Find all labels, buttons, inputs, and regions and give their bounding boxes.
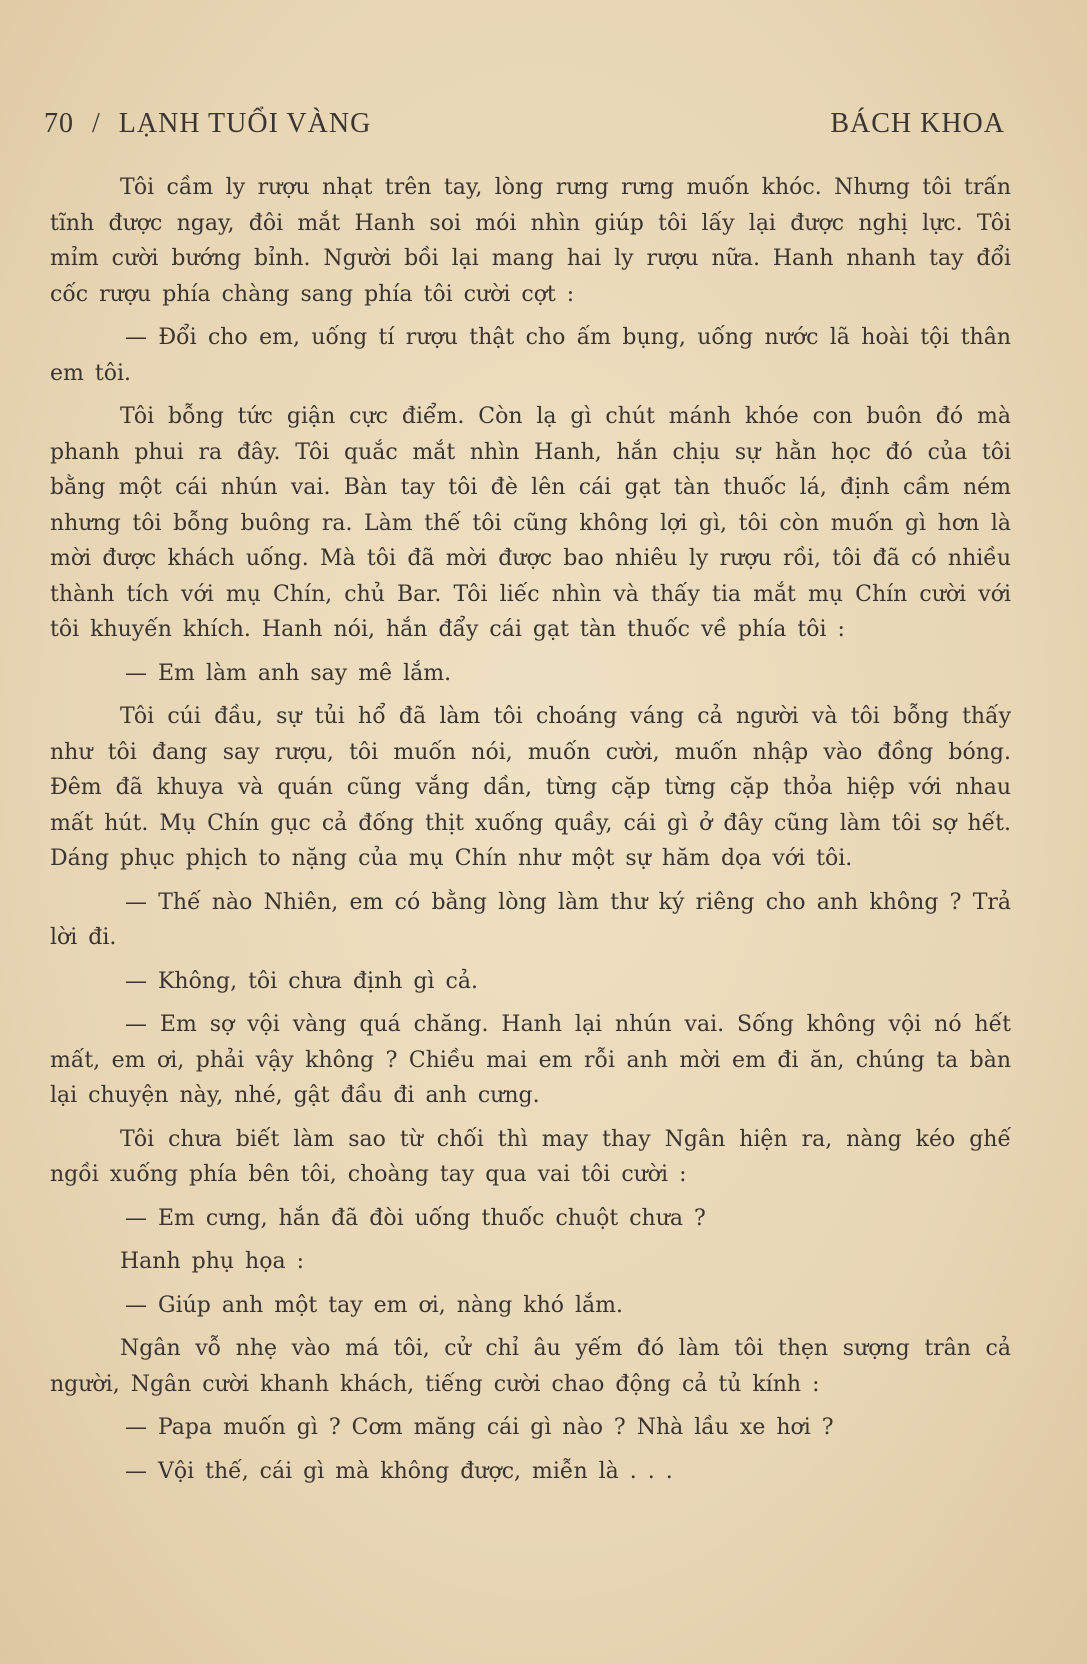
header-left xyxy=(44,108,381,140)
story-title: LẠNH TUỔI VÀNG xyxy=(118,108,372,139)
paragraph: Tôi cầm ly rượu nhạt trên tay, lòng rưng rưng muốn khóc. Nhưng tôi trấn tĩnh được ngay, đôi mắt Hanh soi mói nhìn giúp tôi lấy lại được nghị lực. Tôi mỉm cười bướng bỉnh. Người bồi lại mang hai ly rượu nữa. Hanh nhanh tay đổi cốc rượu phía chàng sang phía tôi cười cợt : xyxy=(50,175,1011,307)
paragraph: Hanh phụ họa : xyxy=(120,1249,304,1274)
dialogue-line: — Thế nào Nhiên, em có bằng lòng làm thư ký riêng cho anh không ? Trả lời đi. xyxy=(50,889,1011,950)
dialogue-line: — Không, tôi chưa định gì cả. xyxy=(125,968,478,994)
body-text xyxy=(50,170,1011,1497)
dialogue-line: — Vội thế, cái gì mà không được, miễn là . . . xyxy=(125,1458,673,1484)
dialogue-line: — Papa muốn gì ? Cơm măng cái gì nào ? Nhà lầu xe hơi ? xyxy=(125,1415,834,1440)
dialogue-line: — Em làm anh say mê lắm. xyxy=(125,660,452,686)
paragraph: Tôi cúi đầu, sự tủi hổ đã làm tôi choáng váng cả người và tôi bỗng thấy như tôi đang say rượu, tôi muốn nói, muốn cười, muốn nhập vào đồng bóng. Đêm đã khuya và quán cũng vắng dần, từng cặp từng cặp thỏa hiệp với nhau mất hút. Mụ Chín gục cả đống thịt xuống quầy, cái gì ở đây cũng làm tôi sợ hết. Dáng phục phịch to nặng của mụ Chín như một sự hăm dọa với tôi. xyxy=(50,704,1011,871)
dialogue-line: — Giúp anh một tay em ơi, nàng khó lắm. xyxy=(125,1292,624,1318)
running-header xyxy=(44,104,1005,144)
dialogue-line: — Em sợ vội vàng quá chăng. Hanh lại nhún vai. Sống không vội nó hết mất, em ơi, phải vậy không ? Chiều mai em rỗi anh mời em đi ăn, chúng ta bàn lại chuyện này, nhé, gật đầu đi anh cưng. xyxy=(50,1012,1011,1108)
paragraph: Tôi chưa biết làm sao từ chối thì may thay Ngân hiện ra, nàng kéo ghế ngồi xuống phía bên tôi, choàng tay qua vai tôi cười : xyxy=(50,1126,1011,1187)
page-number: 70 xyxy=(44,108,74,139)
publication-name: BÁCH KHOA xyxy=(830,108,1005,139)
dialogue-line: — Đổi cho em, uống tí rượu thật cho ấm bụng, uống nước lã hoài tội thân em tôi. xyxy=(50,325,1011,386)
header-separator: / xyxy=(92,108,101,139)
dialogue-line: — Em cưng, hắn đã đòi uống thuốc chuột chưa ? xyxy=(125,1205,706,1231)
paragraph: Tôi bỗng tức giận cực điểm. Còn lạ gì chút mánh khóe con buôn đó mà phanh phui ra đây. Tôi quắc mắt nhìn Hanh, hắn chịu sự hằn học đó của tôi bằng một cái nhún vai. Bàn tay tôi đè lên cái gạt tàn thuốc lá, định cầm ném nhưng tôi bỗng buông ra. Làm thế tôi cũng không lợi gì, tôi còn muốn gì hơn là mời được khách uống. Mà tôi đã mời được bao nhiêu ly rượu rồi, tôi đã có nhiều thành tích với mụ Chín, chủ Bar. Tôi liếc nhìn và thấy tia mắt mụ Chín cười với tôi khuyến khích. Hanh nói, hắn đẩy cái gạt tàn thuốc về phía tôi : xyxy=(50,404,1011,642)
paragraph: Ngân vỗ nhẹ vào má tôi, cử chỉ âu yếm đó làm tôi thẹn sượng trân cả người, Ngân cười khanh khách, tiếng cười chao động cả tủ kính : xyxy=(50,1336,1011,1397)
